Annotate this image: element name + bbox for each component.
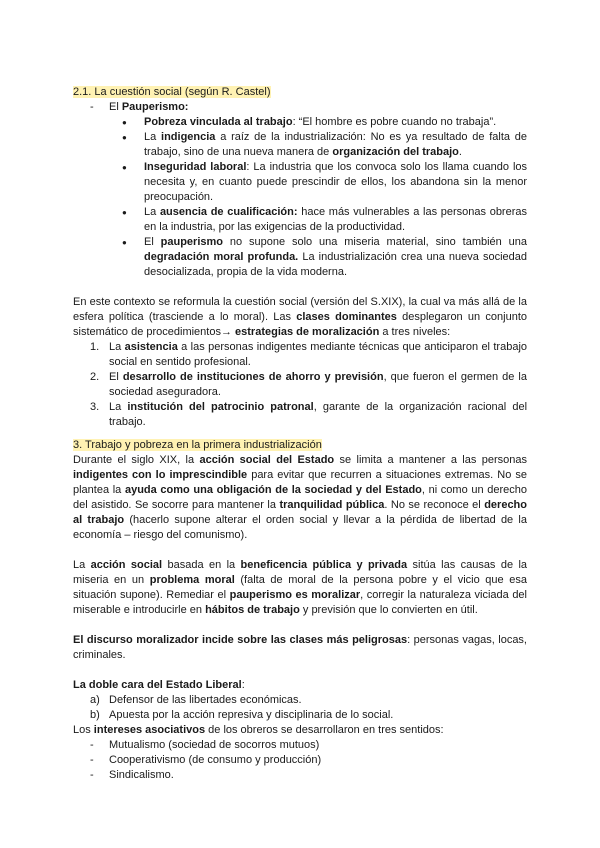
level-patrocinio-patronal: 3. La institución del patrocinio patronal, garante de la organización racional del trabajo. bbox=[90, 401, 528, 428]
bullet-indigencia: ● La indigencia a raíz de la industrialización: No es ya resultado de falta de trabajo, sino de una nueva manera de organización del trabajo. bbox=[109, 130, 527, 160]
spacer bbox=[73, 430, 527, 438]
bullet-pobreza-trabajo: ● Pobreza vinculada al trabajo: “El hombre es pobre cuando no trabaja”. bbox=[109, 115, 527, 130]
pauperismo-bullets bbox=[109, 115, 527, 280]
spacer bbox=[73, 618, 527, 633]
section-3-paragraph-1: Durante el siglo XIX, la acción social del Estado se limita a mantener a las personas indigentes con lo imprescindible para evitar que recurren a situaciones extremas. No se plantea la ayuda como una obligación de la sociedad y del Estado, ni como un derecho del asistido. Se socorre para mantener la tranquilidad pública. No se reconoce el derecho al trabajo (hacerlo supone alterar el orden social y llevar a la pérdida de libertad de la economía – riesgo del comunismo). bbox=[73, 454, 527, 541]
pauperismo-list bbox=[73, 100, 527, 115]
level-asistencia: 1. La asistencia a las personas indigentes mediante técnicas que anticiparon el trabajo social en sentido profesional. bbox=[90, 341, 528, 368]
liberal-state-faces bbox=[73, 693, 527, 723]
spacer bbox=[73, 280, 527, 295]
bullet-ausencia-cualificacion: ● La ausencia de cualificación: hace más vulnerables a las personas obreras en la industria, por las exigencias de la productividad. bbox=[109, 205, 527, 235]
document-content bbox=[73, 85, 527, 783]
section-3-paragraph-5: Los intereses asociativos de los obreros se desarrollaron en tres sentidos: bbox=[73, 724, 444, 736]
interest-sindicalismo: - Sindicalismo. bbox=[73, 768, 527, 783]
spacer bbox=[73, 543, 527, 558]
interest-mutualismo: - Mutualismo (sociedad de socorros mutuos) bbox=[73, 738, 527, 753]
bullet-inseguridad-laboral: ● Inseguridad laboral: La industria que los convoca solo los llama cuando los necesita y, en cuanto puede prescindir de ellos, los abandona sin la menor preocupación. bbox=[109, 160, 527, 205]
section-2-1-heading: 2.1. La cuestión social (según R. Castel) bbox=[73, 86, 271, 98]
section-3-paragraph-4: La doble cara del Estado Liberal: bbox=[73, 679, 245, 691]
moralization-levels bbox=[73, 340, 527, 430]
section-3-paragraph-2: La acción social basada en la beneficencia pública y privada sitúa las causas de la miseria en un problema moral (falta de moral de la persona pobre y el vicio que esa situación supone). Remediar el pauperismo es moralizar, corregir la naturaleza viciada del miserable e introducirle en hábitos de trabajo y previsión que lo convierten en útil. bbox=[73, 559, 528, 616]
face-b: b) Apuesta por la acción represiva y disciplinaria de lo social. bbox=[90, 709, 394, 721]
level-ahorro-prevision: 2. El desarrollo de instituciones de ahorro y previsión, que fueron el germen de la sociedad aseguradora. bbox=[90, 371, 527, 398]
context-paragraph: En este contexto se reformula la cuestión social (versión del S.XIX), la cual va más allá de la esfera política (trasciende a lo moral). Las clases dominantes desplegaron un conjunto sistemático de procedimientos→ estrategias de moralización a tres niveles: bbox=[73, 296, 527, 338]
section-3-heading: 3. Trabajo y pobreza en la primera industrialización bbox=[73, 439, 322, 451]
bullet-pauperismo-moral: ● El pauperismo no supone solo una miseria material, sino también una degradación moral profunda. La industrialización crea una nueva sociedad desocializada, propia de la vida moderna. bbox=[109, 235, 527, 280]
face-a: a) Defensor de las libertades económicas. bbox=[90, 694, 302, 706]
section-3-paragraph-3: El discurso moralizador incide sobre las clases más peligrosas: personas vagas, locas, criminales. bbox=[73, 634, 527, 661]
associative-interests-list bbox=[73, 738, 527, 783]
pauperismo-item: - El Pauperismo: bbox=[73, 100, 527, 115]
interest-cooperativismo: - Cooperativismo (de consumo y producción) bbox=[73, 753, 527, 768]
spacer bbox=[73, 663, 527, 678]
